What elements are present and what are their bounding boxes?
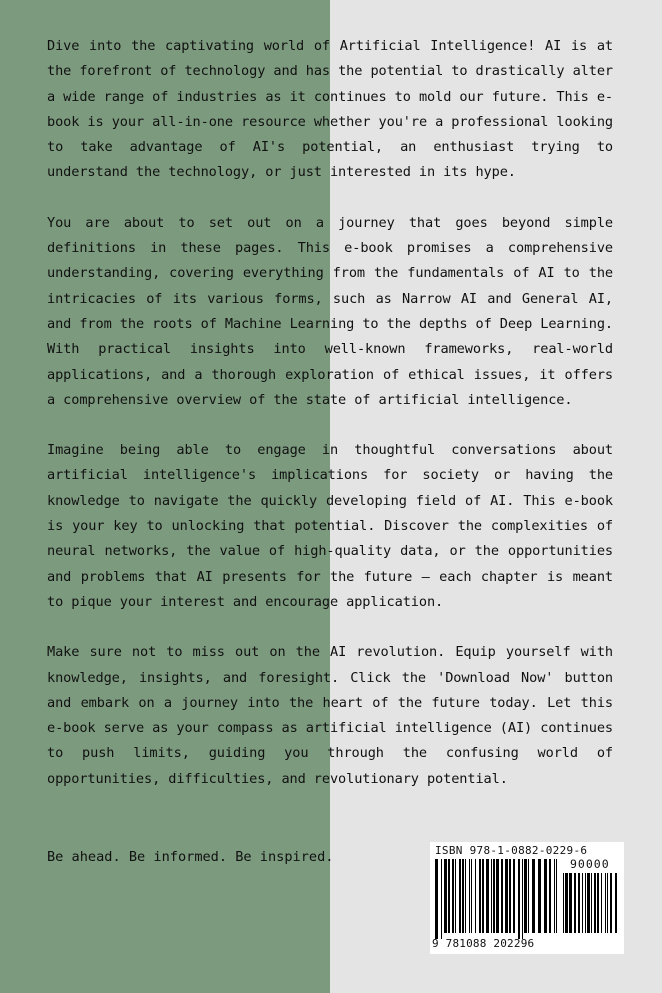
back-cover-text — [47, 34, 613, 817]
paragraph-call-to-action: Make sure not to miss out on the AI revolution. Equip yourself with knowledge, insights, and foresight. Click the 'Download Now' button and embark on a journey into the heart of the future today. Let this e-book serve as your compass as artificial intelligence (AI) continues to push limits, guiding you through the confusing world of opportunities, difficulties, and revolutionary potential. — [47, 644, 613, 787]
barcode-digits: 9 781088 202296 — [432, 937, 535, 950]
paragraph-journey: You are about to set out on a journey that goes beyond simple definitions in these pages. This e-book promises a comprehensive understanding, covering everything from the fundamentals of AI to the intricacies of its various forms, such as Narrow AI and General AI, and from the roots of Machine Learning to the depths of Deep Learning. With practical insights into well-known frameworks, real-world applications, and a thorough exploration of ethical issues, it offers a comprehensive overview of the state of artificial intelligence. — [47, 214, 613, 408]
paragraph-intro: Dive into the captivating world of Artificial Intelligence! AI is at the forefront of technology and has the potential to drastically alter a wide range of industries as it continues to mold our future. This e-book is your all-in-one resource whether you're a professional looking to take advantage of AI's potential, an enthusiast trying to understand the technology, or just interested in its hype. — [47, 38, 613, 181]
isbn-label: ISBN 978-1-0882-0229-6 — [435, 844, 588, 857]
isbn-barcode — [430, 842, 624, 954]
paragraph-imagine: Imagine being able to engage in thoughtful conversations about artificial intelligence's implications for society or having the knowledge to navigate the quickly developing field of AI. This e-book is your key to unlocking that potential. Discover the complexities of neural networks, the value of high-quality data, or the opportunities and problems that AI presents for the future – each chapter is meant to pique your interest and encourage application. — [47, 442, 613, 610]
tagline: Be ahead. Be informed. Be inspired. — [47, 849, 334, 865]
barcode-main-icon — [434, 859, 558, 939]
price-code: 90000 — [570, 857, 610, 871]
barcode-addon-icon — [562, 873, 620, 939]
